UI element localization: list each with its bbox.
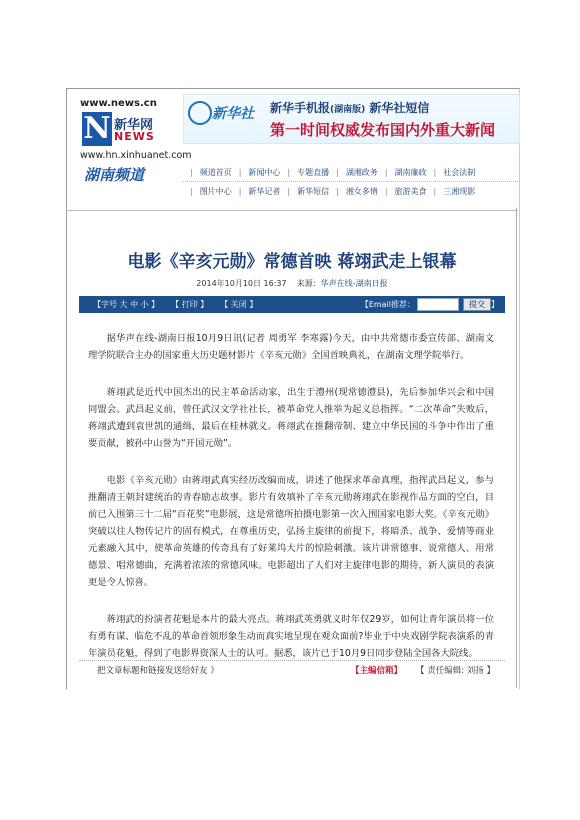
- sms-banner[interactable]: [183, 94, 520, 144]
- article-paragraph: 蒋翊武是近代中国杰出的民主革命活动家，出生于澧州(现常德澧县)，先后参加华兴会和中国同盟会。武昌起义前，曾任武汉文学社社长，被革命党人推举为起义总指挥。“二次革命”失败后，蒋翊武遭到袁世凯的通缉，最后在桂林就义。蒋翊武在推翻帝制、建立中华民国的斗争中作出了重要贡献，被孙中山誉为“开国元勋”。: [88, 387, 494, 449]
- nav-item[interactable]: 新华短信: [297, 186, 330, 196]
- nav-separator: |: [190, 186, 193, 196]
- nav-separator: |: [433, 167, 437, 177]
- submit-button[interactable]: 提交: [463, 298, 491, 311]
- article-datetime: 2014年10月10日 16:37: [196, 279, 287, 288]
- banner-line1-main: 新华手机报: [270, 101, 331, 115]
- nav-separator: |: [336, 186, 339, 196]
- email-label: 【Email推荐：: [360, 300, 415, 309]
- nav-item[interactable]: 湘女多情: [345, 186, 378, 196]
- article-body: [88, 330, 494, 682]
- nav-separator: |: [336, 167, 339, 177]
- close-button[interactable]: 【 关闭 】: [220, 300, 258, 309]
- region-url: www.hn.xinhuanet.com: [80, 150, 192, 161]
- channel-nav: [183, 163, 518, 200]
- nav-separator: |: [433, 186, 437, 196]
- article-meta: [66, 278, 518, 289]
- email-recommend: [361, 298, 499, 311]
- nav-separator: |: [287, 186, 291, 196]
- editor-mailbox-link[interactable]: 【主编信箱】: [351, 665, 403, 676]
- nav-item[interactable]: 频道首页: [199, 167, 232, 177]
- nav-separator: |: [190, 167, 193, 177]
- article-footer: [79, 660, 505, 678]
- nav-separator: |: [384, 186, 388, 196]
- nav-item[interactable]: 三湘现影: [443, 186, 476, 196]
- xinhua-logo[interactable]: [80, 98, 192, 198]
- nav-separator: |: [238, 186, 242, 196]
- logo-en-text: NEWS: [114, 130, 155, 143]
- banner-line1-small: (湖南版): [330, 105, 366, 115]
- article-source[interactable]: 华声在线-湖南日报: [320, 279, 388, 288]
- banner-line1: [270, 99, 429, 116]
- nav-row: [183, 163, 518, 182]
- article-paragraph: 电影《辛亥元勋》由蒋翊武真实经历改编而成，讲述了他探求革命真理，指挥武昌起义，参与推翻清王朝封建统治的青春励志故事。影片有效填补了辛亥元勋蒋翊武在影视作品方面的空白，目前已入围第三十二届“百花奖”电影展，这是常德所拍摄电影第一次入围国家电影大奖。《辛亥元勋》突破以往人物传记片的固有模式，在尊重历史，弘扬主旋律的前提下，将暗杀、战争、爱情等商业元素融入其中，使革命英雄的传奇具有了好莱坞大片的惊险刺激。该片讲常德事、说常德人、用常德景、唱常德曲，充满着浓浓的常德风味。电影超出了人们对主旋律电影的期待，新人演员的表演更是令人惊喜。: [88, 475, 494, 588]
- nav-row: [183, 182, 518, 200]
- article-toolbar: [79, 296, 505, 313]
- nav-item[interactable]: 旅游美食: [394, 186, 427, 196]
- nav-item[interactable]: 新闻中心: [248, 167, 281, 177]
- article-title: 电影《辛亥元勋》常德首映 蒋翊武走上银幕: [127, 252, 457, 273]
- article-paragraph: 蒋翊武的扮演者花魁是本片的最大亮点。蒋翊武英勇就义时年仅29岁，如何让青年演员将一位有勇有谋、临危不乱的革命首领形象生动而真实地呈现在观众面前?毕业于中央戏剧学院表演系的青年演员花魁，得到了电影界资深人士的认可。据悉，该片已于10月9日同步登陆全国各大院线。: [88, 614, 494, 659]
- site-header: [66, 88, 518, 208]
- nav-separator: |: [384, 167, 388, 177]
- nav-item[interactable]: 湖南廉政: [394, 167, 427, 177]
- logo-cn-text: 新华网: [114, 118, 154, 133]
- nav-separator: |: [287, 167, 291, 177]
- banner-line2: 第一时间权威发布国内外重大新闻: [270, 121, 496, 139]
- share-link[interactable]: 把文章标题和链接发送给好友 》: [97, 665, 219, 676]
- nav-item[interactable]: 湖湘政务: [345, 167, 378, 177]
- email-bracket-close: 】: [491, 300, 499, 309]
- xinhua-emblem-icon: [188, 101, 212, 125]
- header-divider: [66, 210, 518, 211]
- site-url: www.news.cn: [80, 98, 157, 109]
- responsible-editor: 【 责任编辑: 刘扬 】: [416, 665, 495, 676]
- nav-item[interactable]: 专题直播: [297, 167, 330, 177]
- nav-item[interactable]: 新华记者: [248, 186, 281, 196]
- font-size-control[interactable]: 【字号 大 中 小 】: [93, 300, 160, 309]
- banner-line1-tail: 新华社短信: [365, 101, 430, 115]
- nav-item[interactable]: 社会法制: [443, 167, 476, 177]
- nav-item[interactable]: 图片中心: [199, 186, 232, 196]
- print-button[interactable]: 【 打印 】: [171, 300, 209, 309]
- nav-separator: |: [238, 167, 242, 177]
- article-paragraph: 据华声在线-湖南日报10月9日讯(记者 周勇军 李寒露)今天，由中共常德市委宣传部、湖南文理学院联合主办的国家重大历史题材影片《辛亥元勋》全国首映典礼，在湖南文理学院举行。: [88, 333, 494, 361]
- email-input[interactable]: [417, 298, 459, 311]
- region-name: 湖南频道: [84, 166, 145, 184]
- logo-n-icon: N: [83, 111, 111, 146]
- source-label: 来源：: [296, 279, 321, 288]
- banner-brand: 新华社: [212, 106, 254, 122]
